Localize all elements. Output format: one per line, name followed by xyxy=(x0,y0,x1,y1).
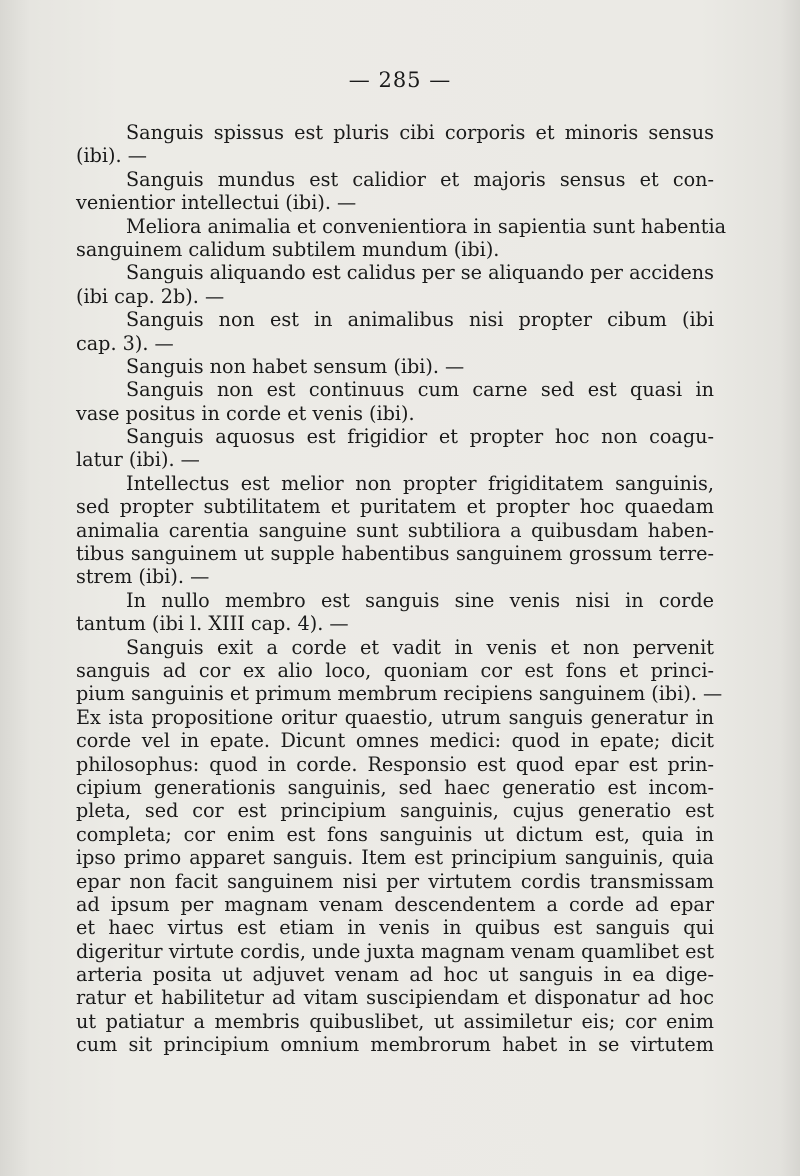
text-line: Ex ista propositione oritur quaestio, utrum sanguis generatur in xyxy=(76,705,714,729)
text-line: ipso primo apparet sanguis. Item est principium sanguinis, quia xyxy=(76,846,714,870)
text-line: Sanguis exit a corde et vadit in venis et non pervenit xyxy=(126,635,714,659)
text-line: sanguinem calidum subtilem mundum (ibi). xyxy=(76,237,500,261)
text-line: philosophus: quod in corde. Responsio est quod epar est prin- xyxy=(76,752,714,776)
text-line: ut patiatur a membris quibuslibet, ut assimiletur eis; cor enim xyxy=(76,1009,714,1033)
body-text xyxy=(76,121,727,1057)
text-line: Intellectus est melior non propter frigiditatem sanguinis, xyxy=(126,471,714,495)
text-line: Sanguis aquosus est frigidior et propter hoc non coagu- xyxy=(126,425,714,449)
text-line: pium sanguinis et primum membrum recipiens sanguinem (ibi). — xyxy=(76,682,723,706)
text-line: ratur et habilitetur ad vitam suscipiendam et disponatur ad hoc xyxy=(76,986,714,1010)
text-line: tantum (ibi l. XIII cap. 4). — xyxy=(76,612,349,636)
text-line: pleta, sed cor est principium sanguinis, cujus generatio est xyxy=(76,799,714,823)
text-line: Meliora animalia et convenientiora in sapientia sunt habentia xyxy=(126,214,727,238)
text-line: sed propter subtilitatem et puritatem et propter hoc quaedam xyxy=(76,495,714,519)
text-line: strem (ibi). — xyxy=(76,565,210,589)
text-line: cipium generationis sanguinis, sed haec generatio est incom- xyxy=(76,775,714,799)
text-line: et haec virtus est etiam in venis in quibus est sanguis qui xyxy=(76,916,714,940)
text-line: venientior intellectui (ibi). — xyxy=(76,191,357,215)
text-line: epar non facit sanguinem nisi per virtutem cordis transmissam xyxy=(76,869,714,893)
text-line: Sanguis mundus est calidior et majoris sensus et con- xyxy=(126,167,714,191)
text-line: Sanguis spissus est pluris cibi corporis et minoris sensus xyxy=(126,121,714,144)
text-line: tibus sanguinem ut supple habentibus sanguinem grossum terre- xyxy=(76,542,714,566)
text-line: cum sit principium omnium membrorum habet in se virtutem xyxy=(76,1033,714,1057)
text-line: sanguis ad cor ex alio loco, quoniam cor est fons et princi- xyxy=(76,658,714,682)
text-line: Sanguis non habet sensum (ibi). — xyxy=(126,354,465,378)
page-number: — 285 — xyxy=(348,68,452,92)
text-line: Sanguis non est in animalibus nisi propter cibum (ibi xyxy=(126,308,714,332)
text-line: In nullo membro est sanguis sine venis nisi in corde xyxy=(126,588,714,612)
text-line: ad ipsum per magnam venam descendentem a corde ad epar xyxy=(76,892,714,916)
text-line: vase positus in corde et venis (ibi). xyxy=(76,401,415,425)
text-line: (ibi). — xyxy=(76,144,147,168)
text-line: (ibi cap. 2b). — xyxy=(76,284,225,308)
text-line: corde vel in epate. Dicunt omnes medici: quod in epate; dicit xyxy=(76,729,714,753)
text-line: completa; cor enim est fons sanguinis ut dictum est, quia in xyxy=(76,822,714,846)
text-line: animalia carentia sanguine sunt subtiliora a quibusdam haben- xyxy=(76,518,714,542)
text-line: cap. 3). — xyxy=(76,331,174,355)
text-line: latur (ibi). — xyxy=(76,448,200,472)
text-line: Sanguis aliquando est calidus per se aliquando per accidens xyxy=(126,261,714,285)
text-line: Sanguis non est continuus cum carne sed est quasi in xyxy=(126,378,714,402)
text-line: arteria posita ut adjuvet venam ad hoc ut sanguis in ea dige- xyxy=(76,963,714,987)
text-line: digeritur virtute cordis, unde juxta magnam venam quamlibet est xyxy=(76,939,715,963)
